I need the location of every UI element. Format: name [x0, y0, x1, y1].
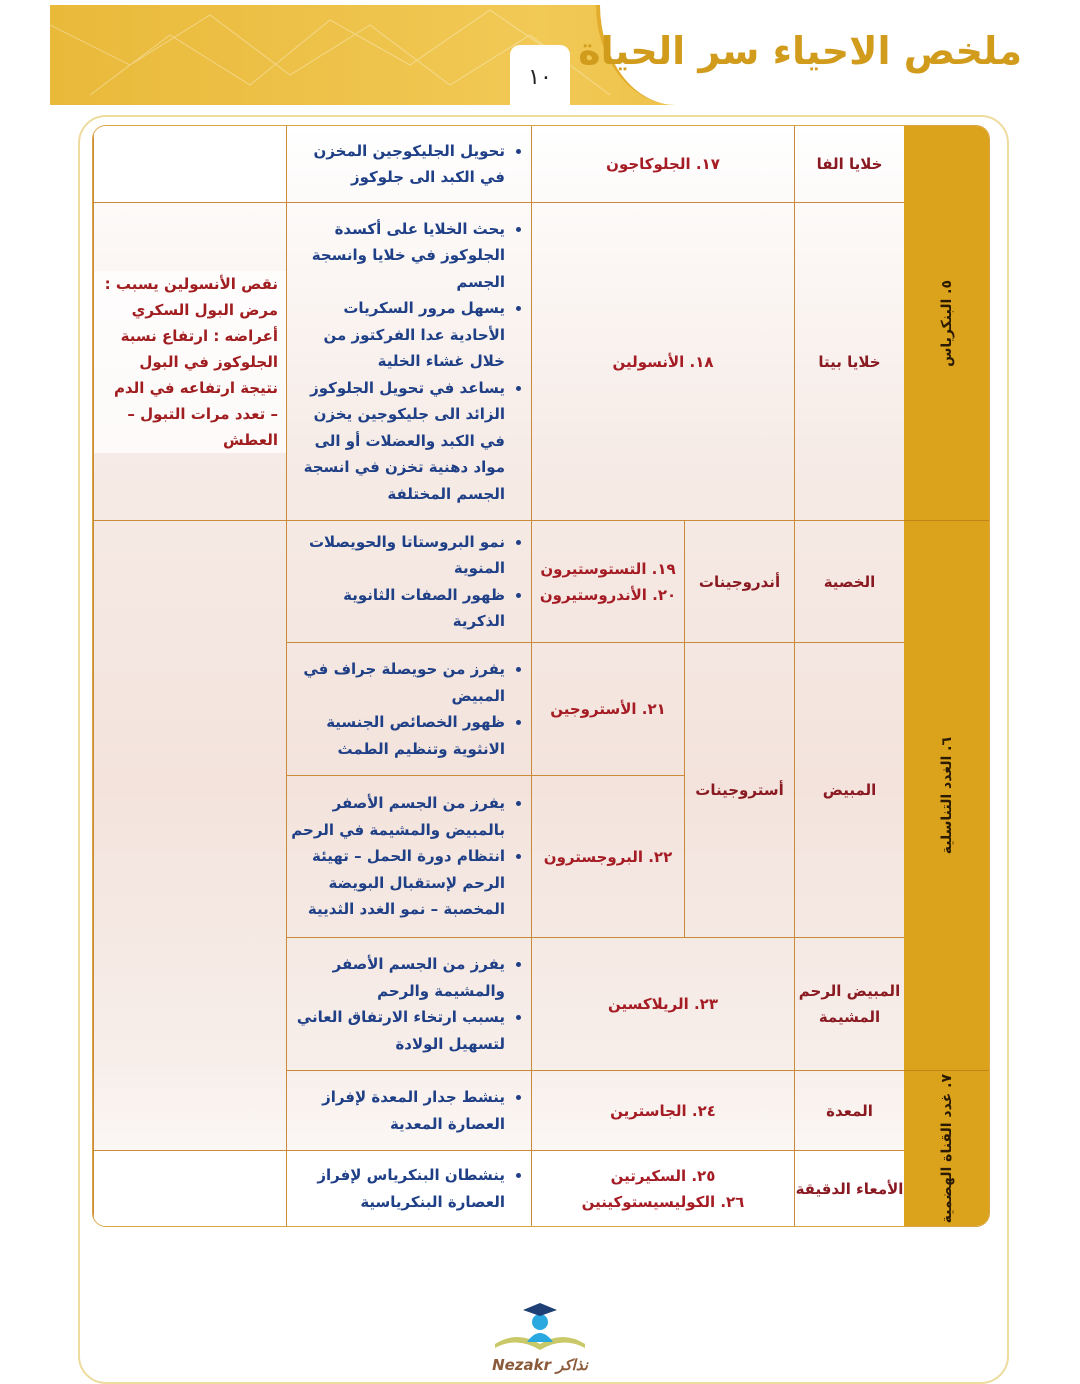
gland-cell: المبيض — [794, 643, 904, 938]
hormone-group-cell: أستروجينات — [684, 643, 794, 938]
hormone-cell: ١٨. الأنسولين — [531, 203, 794, 521]
hormone-cell: ٢٢. البروجسترون — [531, 776, 684, 938]
gland-cell: الخصية — [794, 521, 904, 643]
hormone-cell: ٢٣. الريلاكسين — [531, 938, 794, 1071]
nezakr-logo: Nezakr نذاكر — [487, 1300, 593, 1375]
gland-cell: خلايا بيتا — [794, 203, 904, 521]
function-cell: • يفرز من حويصلة جراف في المبيض • ظهور الخصائص الجنسية الانثوية وتنظيم الطمث — [286, 643, 531, 776]
function-cell: • تحويل الجليكوجين المخزن في الكبد الى جلوكوز — [286, 126, 531, 203]
function-cell: • ينشط جدار المعدة لإفراز العصارة المعدية — [286, 1071, 531, 1151]
function-cell: • يحث الخلايا على أكسدة الجلوكوز في خلايا وانسجة الجسم • يسهل مرور السكريات الأحادية عدا الفركتوز من خلال غشاء الخلية • يساعد في تحويل الجلوكوز الزائد الى جليكوجين يخزن في الكبد والعضلات أو الى مواد دهنية تخزن في انسجة الجسم المختلفة — [286, 203, 531, 521]
gland-cell: الأمعاء الدقيقة — [794, 1151, 904, 1226]
title-area — [578, 5, 1030, 105]
function-cell: • يفرز من الجسم الأصفر والمشيمة والرحم • يسبب ارتخاء الارتفاق العاني لتسهيل الولادة — [286, 938, 531, 1071]
page-title: ملخص الاحياء سر الحياة — [578, 29, 1022, 73]
section-digestive: ٧. غدد القناة الهضمية — [904, 1071, 989, 1226]
hormone-cell: ٢١. الأستروجين — [531, 643, 684, 776]
gland-cell: المبيض الرحم المشيمة — [794, 938, 904, 1071]
hormone-cell: ٢٥. السكيرتين ٢٦. الكوليسيستوكينين — [531, 1151, 794, 1226]
page-number: ١٠ — [510, 45, 570, 105]
diabetes-note: نقص الأنسولين يسبب : مرض البول السكري أعراضه : ارتفاع نسبة الجلوكوز في البول نتيجة ارتفاعه في الدم – تعدد مرات التبول – العطش — [94, 271, 286, 453]
hormone-cell: ٢٤. الجاسترين — [531, 1071, 794, 1151]
function-cell: • ينشطان البنكرياس لإفراز العصارة البنكرياسية — [286, 1151, 531, 1226]
hormone-group-cell: أندروجينات — [684, 521, 794, 643]
function-cell: • نمو البروستاتا والحويصلات المنوية • ظهور الصفات الثانوية الذكرية — [286, 521, 531, 643]
note-cell — [93, 1151, 286, 1226]
function-cell: • يفرز من الجسم الأصفر بالمبيض والمشيمة في الرحم • انتظام دورة الحمل – تهيئة الرحم لإستقبال البويضة المخصبة – نمو الغدد الثديية — [286, 776, 531, 938]
note-cell — [93, 521, 286, 1151]
section-pancreas: ٥. البنكرياس — [904, 126, 989, 521]
gland-cell: خلايا الفا — [794, 126, 904, 203]
section-reproductive: ٦. الغدد التناسلية — [904, 521, 989, 1071]
gland-cell: المعدة — [794, 1071, 904, 1151]
hormone-cell: ١٧. الجلوكاجون — [531, 126, 794, 203]
hormone-cell: ١٩. التستوستيرون ٢٠. الأندروستيرون — [531, 521, 684, 643]
hormones-table — [92, 125, 990, 1227]
graduate-book-icon — [487, 1300, 593, 1352]
note-cell — [93, 126, 286, 203]
note-cell — [93, 203, 286, 521]
